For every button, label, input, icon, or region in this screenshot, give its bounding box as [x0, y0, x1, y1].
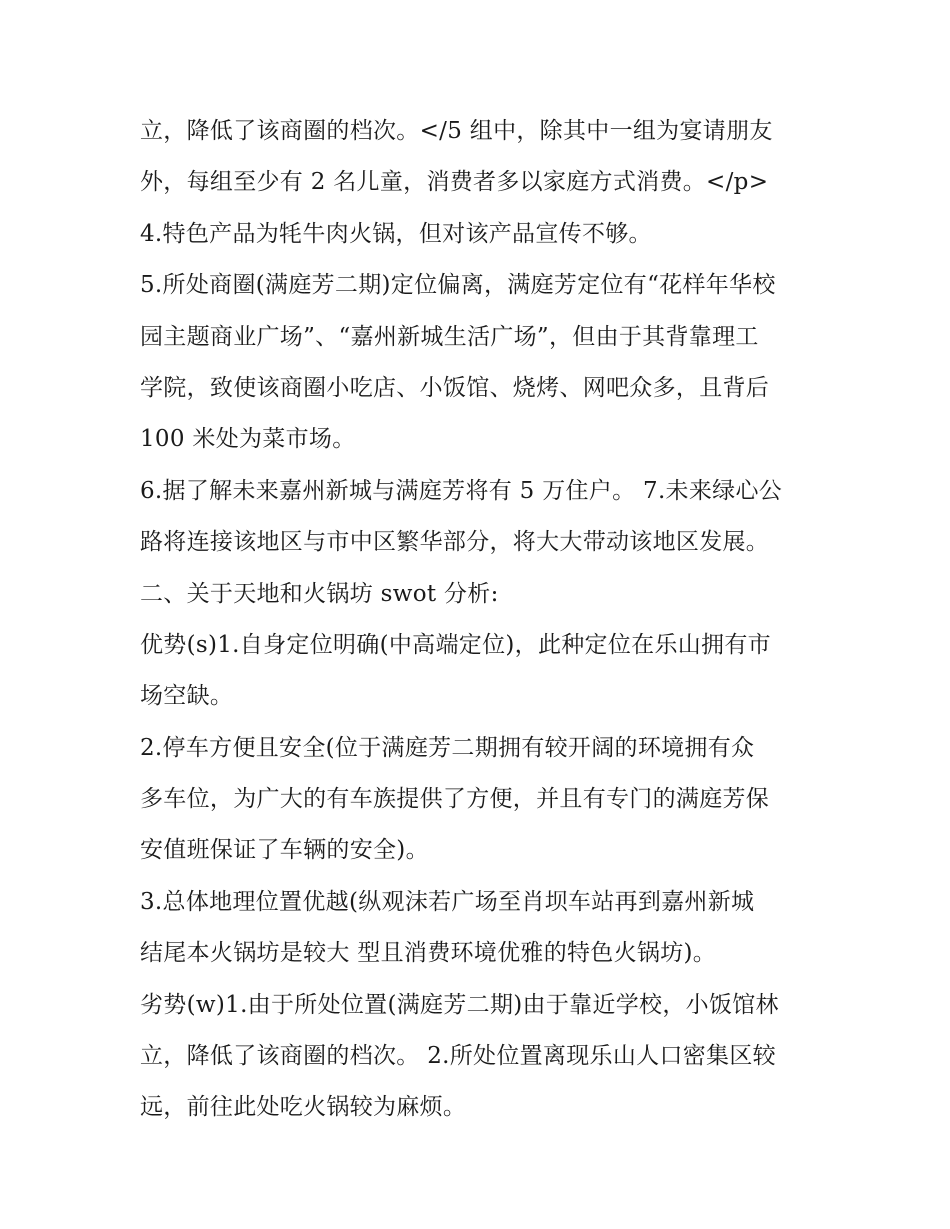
text-line: 园主题商业广场”、“嘉州新城生活广场”，但由于其背靠理工: [140, 323, 759, 350]
text-line: 结尾本火锅坊是较大 型且消费环境优雅的特色火锅坊)。: [140, 940, 717, 967]
text-line: 100 米处为菜市场。: [140, 426, 356, 453]
section-heading: 二、关于天地和火锅坊 swot 分析:: [140, 580, 499, 607]
text-line: 4.特色产品为牦牛肉火锅，但对该产品宣传不够。: [140, 220, 652, 247]
text-line: 路将连接该地区与市中区繁华部分，将大大带动该地区发展。: [140, 529, 770, 556]
text-line: 多车位，为广大的有车族提供了方便，并且有专门的满庭芳保: [140, 786, 770, 813]
text-line: 外，每组至少有 2 名儿童，消费者多以家庭方式消费。</p>: [140, 169, 769, 196]
text-line: 6.据了解未来嘉州新城与满庭芳将有 5 万住户。 7.未来绿心公: [140, 477, 783, 504]
text-line: 立，降低了该商圈的档次。</5 组中，除其中一组为宴请朋友: [140, 118, 773, 144]
text-line: 立，降低了该商圈的档次。 2.所处位置离现乐山人口密集区较: [140, 1043, 776, 1070]
text-line: 远，前往此处吃火锅较为麻烦。: [140, 1094, 467, 1121]
text-line: 优势(s)1.自身定位明确(中高端定位)，此种定位在乐山拥有市: [140, 631, 771, 658]
text-line: 安值班保证了车辆的安全)。: [140, 837, 429, 864]
text-line: 2.停车方便且安全(位于满庭芳二期拥有较开阔的环境拥有众: [140, 734, 755, 761]
text-line: 学院，致使该商圈小吃店、小饭馆、烧烤、网吧众多，且背后: [140, 374, 770, 401]
text-line: 劣势(w)1.由于所处位置(满庭芳二期)由于靠近学校，小饭馆林: [140, 991, 779, 1018]
text-line: 场空缺。: [140, 683, 234, 710]
document-body: [140, 106, 820, 1134]
text-line: 5.所处商圈(满庭芳二期)定位偏离，满庭芳定位有“花样年华校: [140, 272, 776, 299]
text-line: 3.总体地理位置优越(纵观沫若广场至肖坝车站再到嘉州新城: [140, 888, 755, 915]
